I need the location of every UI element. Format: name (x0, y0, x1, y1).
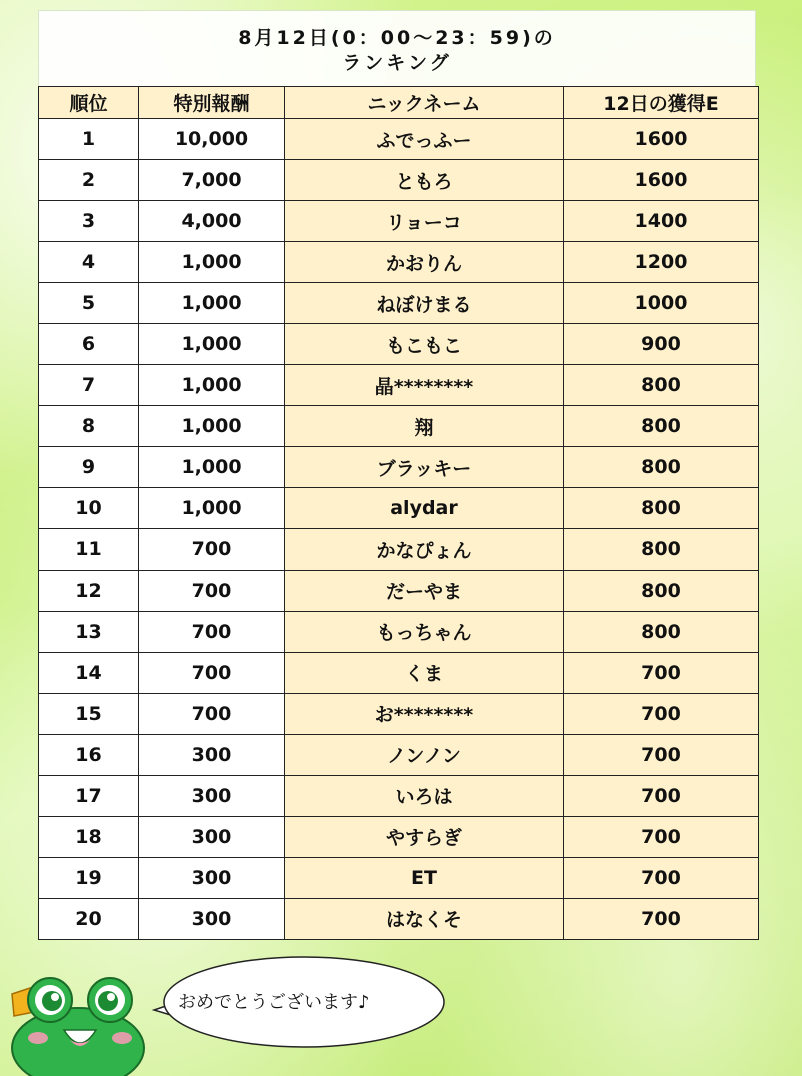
cell-reward: 1,000 (139, 365, 285, 406)
cell-nickname: 翔 (285, 406, 564, 447)
header-nickname: ニックネーム (285, 87, 564, 119)
table-row (39, 283, 759, 324)
cell-reward: 300 (139, 898, 285, 939)
cell-earned: 800 (564, 529, 759, 570)
cell-earned: 700 (564, 857, 759, 898)
header-reward: 特別報酬 (139, 87, 285, 119)
table-row (39, 775, 759, 816)
cell-nickname: ふでっふー (285, 119, 564, 160)
cell-reward: 4,000 (139, 201, 285, 242)
cell-reward: 10,000 (139, 119, 285, 160)
cell-reward: 1,000 (139, 406, 285, 447)
cell-reward: 700 (139, 652, 285, 693)
table-row (39, 242, 759, 283)
table-row (39, 324, 759, 365)
ranking-table (38, 86, 759, 940)
cell-nickname: くま (285, 652, 564, 693)
cell-rank: 11 (39, 529, 139, 570)
cell-rank: 10 (39, 488, 139, 529)
cell-nickname: ともろ (285, 160, 564, 201)
cell-earned: 1600 (564, 160, 759, 201)
table-row (39, 816, 759, 857)
cell-reward: 1,000 (139, 242, 285, 283)
table-row (39, 898, 759, 939)
cell-earned: 800 (564, 488, 759, 529)
cell-rank: 19 (39, 857, 139, 898)
table-row (39, 201, 759, 242)
speech-text: おめでとうございます♪ (178, 992, 370, 1013)
cell-nickname: ET (285, 857, 564, 898)
cell-reward: 700 (139, 529, 285, 570)
cell-earned: 800 (564, 365, 759, 406)
page-subtitle: ランキング (342, 52, 452, 74)
header-earned: 12日の獲得E (564, 87, 759, 119)
cell-earned: 1000 (564, 283, 759, 324)
table-row (39, 734, 759, 775)
cell-nickname: いろは (285, 775, 564, 816)
table-row (39, 857, 759, 898)
cell-rank: 3 (39, 201, 139, 242)
cell-rank: 5 (39, 283, 139, 324)
table-row (39, 570, 759, 611)
cell-rank: 12 (39, 570, 139, 611)
cell-rank: 16 (39, 734, 139, 775)
cell-reward: 300 (139, 857, 285, 898)
cell-rank: 20 (39, 898, 139, 939)
table-row (39, 119, 759, 160)
cell-nickname: だーやま (285, 570, 564, 611)
cell-nickname: ねぼけまる (285, 283, 564, 324)
table-row (39, 365, 759, 406)
cell-rank: 17 (39, 775, 139, 816)
cell-reward: 1,000 (139, 488, 285, 529)
table-row (39, 406, 759, 447)
cell-rank: 2 (39, 160, 139, 201)
cell-reward: 700 (139, 611, 285, 652)
cell-nickname: 晶******** (285, 365, 564, 406)
cell-reward: 300 (139, 775, 285, 816)
cell-earned: 700 (564, 775, 759, 816)
table-header-row (39, 87, 759, 119)
cell-rank: 8 (39, 406, 139, 447)
cell-nickname: もこもこ (285, 324, 564, 365)
ranking-body (39, 119, 759, 940)
table-row (39, 529, 759, 570)
table-row (39, 160, 759, 201)
cell-rank: 1 (39, 119, 139, 160)
cell-nickname: かなぴょん (285, 529, 564, 570)
table-row (39, 611, 759, 652)
cell-rank: 4 (39, 242, 139, 283)
table-row (39, 488, 759, 529)
cell-reward: 300 (139, 734, 285, 775)
cell-reward: 1,000 (139, 324, 285, 365)
header-rank: 順位 (39, 87, 139, 119)
page-title: 8月12日(0：00～23：59)の (238, 27, 556, 49)
cell-earned: 700 (564, 652, 759, 693)
cell-earned: 800 (564, 611, 759, 652)
cell-nickname: やすらぎ (285, 816, 564, 857)
cell-nickname: はなくそ (285, 898, 564, 939)
frog-mascot-icon (0, 968, 160, 1076)
cell-nickname: もっちゃん (285, 611, 564, 652)
cell-rank: 14 (39, 652, 139, 693)
cell-nickname: alydar (285, 488, 564, 529)
cell-rank: 7 (39, 365, 139, 406)
cell-rank: 9 (39, 447, 139, 488)
cell-reward: 7,000 (139, 160, 285, 201)
cell-earned: 800 (564, 570, 759, 611)
cell-nickname: リョーコ (285, 201, 564, 242)
cell-reward: 700 (139, 693, 285, 734)
cell-reward: 1,000 (139, 283, 285, 324)
cell-rank: 15 (39, 693, 139, 734)
cell-reward: 300 (139, 816, 285, 857)
cell-earned: 700 (564, 734, 759, 775)
cell-reward: 1,000 (139, 447, 285, 488)
cell-earned: 800 (564, 406, 759, 447)
cell-earned: 1600 (564, 119, 759, 160)
cell-earned: 700 (564, 693, 759, 734)
cell-earned: 700 (564, 898, 759, 939)
cell-earned: 1400 (564, 201, 759, 242)
table-row (39, 447, 759, 488)
title-box (38, 10, 756, 86)
cell-nickname: お******** (285, 693, 564, 734)
cell-earned: 800 (564, 447, 759, 488)
table-row (39, 693, 759, 734)
table-row (39, 652, 759, 693)
cell-nickname: かおりん (285, 242, 564, 283)
cell-nickname: ノンノン (285, 734, 564, 775)
cell-earned: 900 (564, 324, 759, 365)
cell-rank: 18 (39, 816, 139, 857)
cell-rank: 6 (39, 324, 139, 365)
cell-earned: 700 (564, 816, 759, 857)
cell-nickname: ブラッキー (285, 447, 564, 488)
cell-reward: 700 (139, 570, 285, 611)
cell-earned: 1200 (564, 242, 759, 283)
cell-rank: 13 (39, 611, 139, 652)
